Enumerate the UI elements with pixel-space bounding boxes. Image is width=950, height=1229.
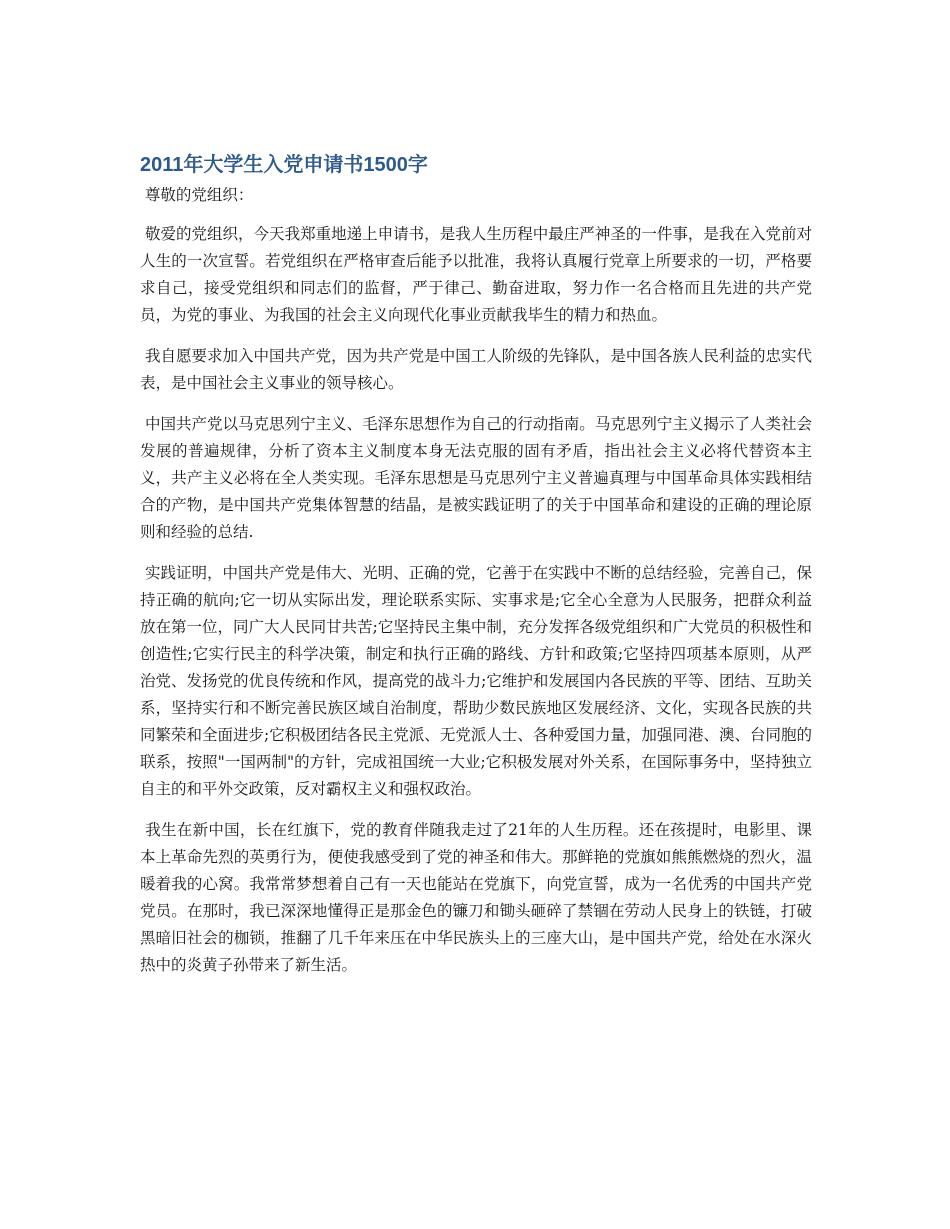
paragraph-4: 实践证明，中国共产党是伟大、光明、正确的党，它善于在实践中不断的总结经验，完善自己，保持正确的航向;它一切从实际出发，理论联系实际、实事求是;它全心全意为人民服务，把群众利益放在第一位，同广大人民同甘共苦;它坚持民主集中制，充分发挥各级党组织和广大党员的积极性和创造性;它实行民主的科学决策，制定和执行正确的路线、方针和政策;它坚持四项基本原则，从严治党、发扬党的优良传统和作风，提高党的战斗力;它维护和发展国内各民族的平等、团结、互助关系，坚持实行和不断完善民族区域自治制度，帮助少数民族地区发展经济、文化，实现各民族的共同繁荣和全面进步;它积极团结各民主党派、无党派人士、各种爱国力量，加强同港、澳、台同胞的联系，按照"一国两制"的方针，完成祖国统一大业;它积极发展对外关系，在国际事务中，坚持独立自主的和平外交政策，反对霸权主义和强权政治。: [140, 564, 812, 798]
paragraph-3: 中国共产党以马克思列宁主义、毛泽东思想作为自己的行动指南。马克思列宁主义揭示了人类社会发展的普遍规律，分析了资本主义制度本身无法克服的固有矛盾，指出社会主义必将代替资本主义，共产主义必将在全人类实现。毛泽东思想是马克思列宁主义普遍真理与中国革命具体实践相结合的产物，是中国共产党集体智慧的结晶，是被实践证明了的关于中国革命和建设的正确的理论原则和经验的总结.: [140, 415, 812, 541]
document-title: 2011年大学生入党申请书1500字: [140, 154, 428, 176]
document-body: [140, 148, 812, 993]
salutation: 尊敬的党组织：: [140, 186, 254, 204]
paragraph-2: 我自愿要求加入中国共产党，因为共产党是中国工人阶级的先锋队，是中国各族人民利益的忠实代表，是中国社会主义事业的领导核心。: [140, 347, 812, 392]
paragraph-5: 我生在新中国，长在红旗下，党的教育伴随我走过了21年的人生历程。还在孩提时，电影里、课本上革命先烈的英勇行为，便使我感受到了党的神圣和伟大。那鲜艳的党旗如熊熊燃烧的烈火，温暖着我的心窝。我常常梦想着自己有一天也能站在党旗下，向党宣誓，成为一名优秀的中国共产党党员。在那时，我已深深地懂得正是那金色的镰刀和锄头砸碎了禁锢在劳动人民身上的铁链，打破黑暗旧社会的枷锁，推翻了几千年来压在中华民族头上的三座大山，是中国共产党，给处在水深火热中的炎黄子孙带来了新生活。: [140, 821, 812, 974]
paragraph-1: 敬爱的党组织，今天我郑重地递上申请书，是我人生历程中最庄严神圣的一件事，是我在入党前对人生的一次宣誓。若党组织在严格审查后能予以批准，我将认真履行党章上所要求的一切，严格要求自己，接受党组织和同志们的监督，严于律己、勤奋进取，努力作一名合格而且先进的共产党员，为党的事业、为我国的社会主义向现代化事业贡献我毕生的精力和热血。: [140, 225, 812, 324]
